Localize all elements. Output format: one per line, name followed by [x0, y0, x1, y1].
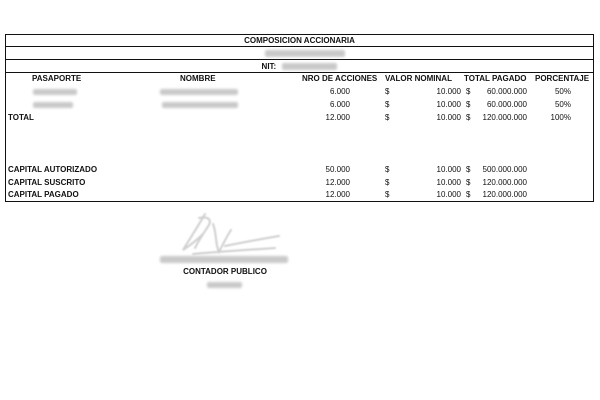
capital-shares: 50.000: [325, 165, 350, 174]
row-nominal: 10.000: [436, 87, 461, 96]
row-percentage: 50%: [554, 87, 571, 96]
redacted-professional-card: [207, 282, 242, 288]
capital-currency: $: [385, 190, 390, 199]
capital-label: CAPITAL PAGADO: [8, 190, 79, 199]
capital-currency: $: [466, 178, 471, 187]
header-percentage: PORCENTAJE: [535, 74, 590, 83]
capital-currency: $: [385, 165, 390, 174]
signature-block: [0, 205, 600, 295]
redacted-passport: [33, 102, 73, 108]
capital-shares: 12.000: [325, 178, 350, 187]
capital-row-authorized: [5, 164, 594, 176]
header-name: NOMBRE: [180, 74, 216, 83]
total-label: TOTAL: [8, 113, 34, 122]
capital-nominal: 10.000: [436, 190, 461, 199]
capital-label: CAPITAL SUSCRITO: [8, 178, 86, 187]
header-nominal-value: VALOR NOMINAL: [385, 74, 452, 83]
capital-total: 500.000.000: [482, 165, 527, 174]
accountant-title: CONTADOR PUBLICO: [183, 267, 267, 276]
nit-label: NIT:: [261, 62, 277, 71]
redacted-name: [160, 89, 238, 95]
row-shares: 6.000: [329, 100, 350, 109]
redacted-nit-number: [282, 63, 337, 70]
redacted-accountant-name: [160, 256, 288, 263]
capital-row-paid: [5, 189, 594, 201]
row-currency: $: [466, 100, 471, 109]
total-paid: 120.000.000: [482, 113, 527, 122]
table-row: [5, 99, 594, 111]
signature-icon: [175, 210, 285, 258]
header-passport: PASAPORTE: [32, 74, 82, 83]
header-total-paid: TOTAL PAGADO: [464, 74, 527, 83]
total-row: [5, 112, 594, 124]
row-currency: $: [466, 87, 471, 96]
capital-total: 120.000.000: [482, 178, 527, 187]
capital-row-subscribed: [5, 177, 594, 189]
capital-label: CAPITAL AUTORIZADO: [8, 165, 98, 174]
table-row: [5, 86, 594, 98]
capital-nominal: 10.000: [436, 178, 461, 187]
redacted-company-name: [265, 50, 345, 57]
row-currency: $: [385, 100, 390, 109]
row-currency: $: [385, 87, 390, 96]
total-currency: $: [385, 113, 390, 122]
total-shares: 12.000: [325, 113, 350, 122]
capital-currency: $: [466, 165, 471, 174]
row-nominal: 10.000: [436, 100, 461, 109]
company-name-row: [5, 47, 594, 60]
capital-currency: $: [385, 178, 390, 187]
row-total-paid: 60.000.000: [486, 100, 527, 109]
capital-total: 120.000.000: [482, 190, 527, 199]
table-header: [5, 73, 594, 85]
row-total-paid: 60.000.000: [486, 87, 527, 96]
total-currency: $: [466, 113, 471, 122]
capital-nominal: 10.000: [436, 165, 461, 174]
row-percentage: 50%: [554, 100, 571, 109]
redacted-name: [162, 102, 238, 108]
header-shares: NRO DE ACCIONES: [302, 74, 378, 83]
row-shares: 6.000: [329, 87, 350, 96]
redacted-passport: [33, 89, 77, 95]
capital-shares: 12.000: [325, 190, 350, 199]
nit-row: [5, 60, 594, 73]
document-title: COMPOSICION ACCIONARIA: [5, 34, 594, 47]
total-percentage: 100%: [550, 113, 571, 122]
total-nominal: 10.000: [436, 113, 461, 122]
capital-currency: $: [466, 190, 471, 199]
